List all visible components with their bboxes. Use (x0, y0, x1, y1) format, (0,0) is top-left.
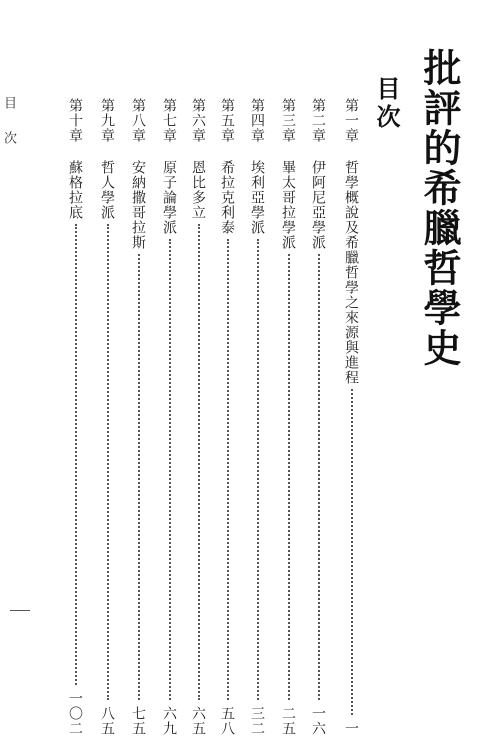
toc-row (127, 98, 157, 736)
chapter-number: 第九章 (99, 98, 115, 143)
chapter-number: 第四章 (249, 98, 265, 143)
chapter-title: 哲人學派 (99, 160, 115, 220)
chapter-number: 第六章 (190, 98, 206, 143)
dot-leader (198, 224, 200, 700)
running-head: 目次 (1, 96, 16, 166)
chapter-number: 第十章 (67, 98, 83, 143)
chapter-number: 第七章 (161, 98, 177, 143)
chapter-title: 埃利亞學派 (249, 160, 265, 235)
toc-row (340, 98, 370, 736)
toc-row (187, 98, 217, 736)
chapter-title: 原子論學派 (161, 160, 177, 235)
dot-leader (227, 239, 229, 700)
chapter-title: 恩比多立 (190, 160, 206, 220)
dot-leader (107, 224, 109, 700)
page-number: 五八 (219, 706, 235, 736)
chapter-number: 第二章 (310, 98, 326, 143)
toc-row (158, 98, 188, 736)
toc-heading: 目次 (372, 76, 401, 132)
page-number: 六五 (190, 706, 206, 736)
chapter-title: 安納撒哥拉斯 (130, 160, 146, 250)
dot-leader (351, 389, 353, 715)
chapter-number: 第三章 (280, 98, 296, 143)
page-number: 七五 (130, 706, 146, 736)
chapter-title: 畢太哥拉學派 (280, 160, 296, 250)
dot-leader (318, 254, 320, 700)
toc-row (64, 98, 94, 736)
chapter-number: 第八章 (130, 98, 146, 143)
chapter-number: 第一章 (343, 98, 359, 143)
dot-leader (169, 239, 171, 700)
dot-leader (288, 254, 290, 700)
chapter-number: 第五章 (219, 98, 235, 143)
dot-leader (75, 224, 77, 685)
dot-leader (138, 254, 140, 700)
margin-rule (10, 610, 30, 611)
chapter-title: 蘇格拉底 (67, 160, 83, 220)
book-title: 批評的希臘哲學史 (417, 48, 462, 368)
page-number: 八五 (99, 706, 115, 736)
chapter-title: 伊阿尼亞學派 (310, 160, 326, 250)
toc-row (277, 98, 307, 736)
chapter-title: 哲學概說及希臘哲學之來源與進程 (343, 160, 359, 385)
toc-row (216, 98, 246, 736)
page-number: 三二 (249, 706, 265, 736)
page-number: 一六 (310, 706, 326, 736)
page-number: 一 (343, 721, 359, 736)
toc-row (246, 98, 276, 736)
page-number: 六九 (161, 706, 177, 736)
dot-leader (257, 239, 259, 700)
page-number: 一〇二 (67, 691, 83, 736)
toc-row (307, 98, 337, 736)
chapter-title: 希拉克利泰 (219, 160, 235, 235)
page-number: 二五 (280, 706, 296, 736)
toc-row (96, 98, 126, 736)
